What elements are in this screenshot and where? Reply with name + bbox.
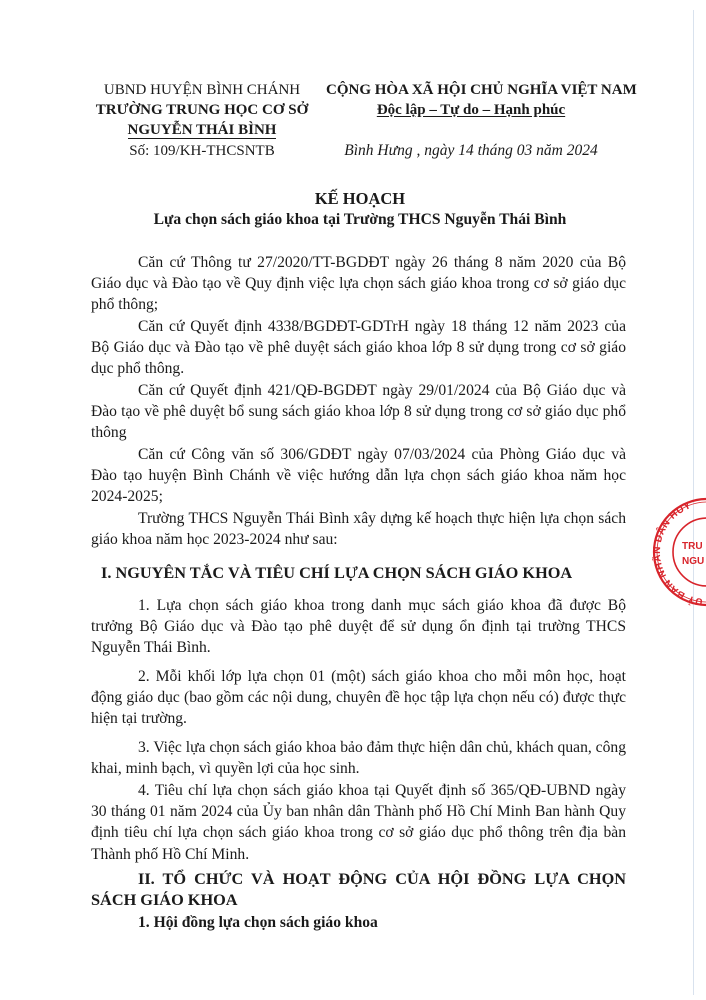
section-1-heading: I. NGUYÊN TẮC VÀ TIÊU CHÍ LỰA CHỌN SÁCH GIÁO KHOA [101,563,573,582]
criteria-item: 1. Lựa chọn sách giáo khoa trong danh mục sách giáo khoa đã được Bộ trưởng Bộ Giáo dục và Đào tạo phê duyệt để sử dụng ổn định tại trường THCS Nguyễn Thái Bình. [91,597,626,657]
stamp-inner-ring [673,518,706,586]
document-number: Số: 109/KH-THCSNTB [129,143,275,159]
official-stamp [652,492,706,612]
header-nation: CỘNG HÒA XÃ HỘI CHỦ NGHĨA VIỆT NAM [326,82,637,98]
stamp-ring-text: UỶ BAN NHÂN DÂN HUY [652,500,704,607]
document-title: KẾ HOẠCH [314,189,406,208]
preamble-paragraph: Trường THCS Nguyễn Thái Bình xây dựng kế hoạch thực hiện lựa chọn sách giáo khoa năm học 2023-2024 như sau: [91,510,626,549]
school-name: NGUYỄN THÁI BÌNH [127,122,277,138]
criteria-item: 3. Việc lựa chọn sách giáo khoa bảo đảm thực hiện dân chủ, khách quan, công khai, minh bạch, vì quyền lợi của học sinh. [91,739,626,778]
document-subtitle: Lựa chọn sách giáo khoa tại Trường THCS Nguyễn Thái Bình [153,211,567,228]
stamp-seal-icon [652,492,706,612]
header-motto-wrap [326,100,616,120]
stamp-inner-line2: NGU [682,556,705,567]
section-2-heading: II. TỔ CHỨC VÀ HOẠT ĐỘNG CỦA HỘI ĐỒNG LỰA CHỌN SÁCH GIÁO KHOA [91,869,626,909]
header-agency: UBND HUYỆN BÌNH CHÁNH [103,82,301,98]
preamble-paragraph: Căn cứ Quyết định 421/QĐ-BGDĐT ngày 29/01/2024 của Bộ Giáo dục và Đào tạo về phê duyệt bổ sung sách giáo khoa lớp 8 sử dụng trong cơ sở giáo dục phổ thông [91,382,626,442]
preamble-paragraph: Căn cứ Thông tư 27/2020/TT-BGDĐT ngày 26 tháng 8 năm 2020 của Bộ Giáo dục và Đào tạo về Quy định việc lựa chọn sách giáo khoa trong cơ sở giáo dục phổ thông; [91,254,626,314]
header-motto: Độc lập – Tự do – Hạnh phúc [376,102,566,118]
preamble-paragraph: Căn cứ Quyết định 4338/BGDĐT-GDTrH ngày 18 tháng 12 năm 2023 của Bộ Giáo dục và Đào tạo về phê duyệt sách giáo khoa lớp 8 sử dụng trong cơ sở giáo dục phổ thông. [91,318,626,378]
criteria-item: 2. Mỗi khối lớp lựa chọn 01 (một) sách giáo khoa cho mỗi môn học, hoạt động giáo dục (bao gồm các nội dung, chuyên đề học tập lựa chọn nếu có) được thực hiện tại trường. [91,668,626,728]
section-2-subheading: 1. Hội đồng lựa chọn sách giáo khoa [138,914,378,931]
criteria-item: 4. Tiêu chí lựa chọn sách giáo khoa tại Quyết định số 365/QĐ-UBND ngày 30 tháng 01 năm 2024 của Ủy ban nhân dân Thành phố Hồ Chí Minh Ban hành Quy định tiêu chí lựa chọn sách giáo khoa trong cơ sở giáo dục phổ thông trên địa bàn Thành phố Hồ Chí Minh. [91,782,626,863]
stamp-inner-line1: TRU [682,541,703,552]
place-date: Bình Hưng , ngày 14 tháng 03 năm 2024 [344,142,598,159]
header-school-line2 [82,120,322,140]
preamble-paragraph: Căn cứ Công văn số 306/GDĐT ngày 07/03/2024 của Phòng Giáo dục và Đào tạo huyện Bình Chánh về việc hướng dẫn lựa chọn sách giáo khoa năm học 2024-2025; [91,446,626,506]
header-school-line1: TRƯỜNG TRUNG HỌC CƠ SỞ [95,102,309,118]
stamp-outer-ring-thin [657,502,706,602]
